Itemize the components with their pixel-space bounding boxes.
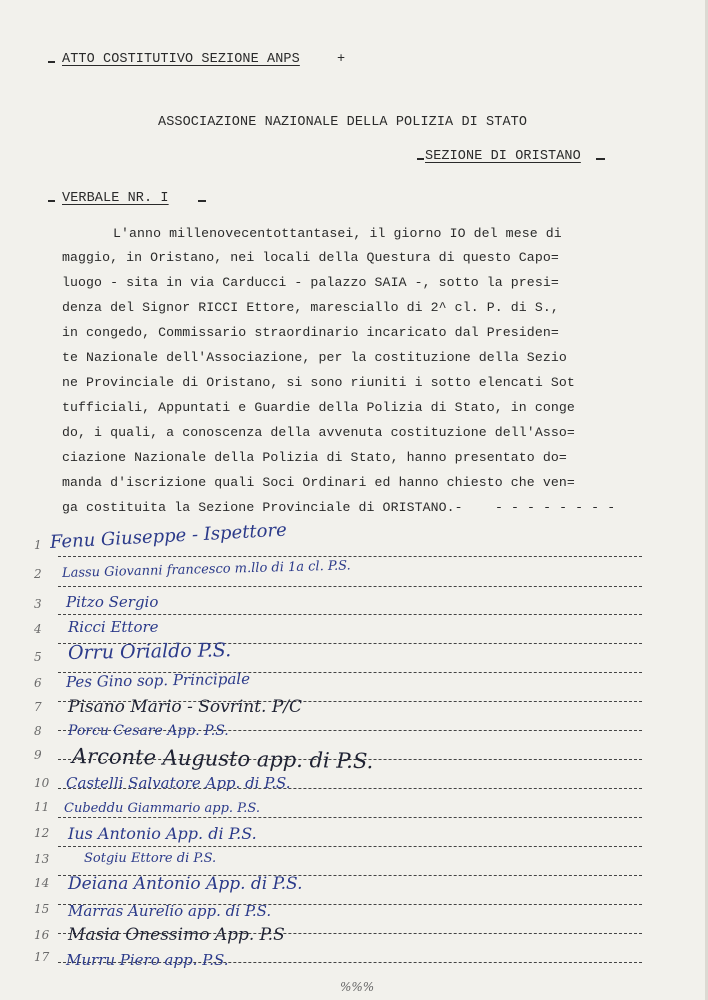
body-line-8: tufficiali, Appuntati e Guardie della Polizia di Stato, in conge <box>62 400 575 415</box>
section-dash-right <box>596 158 605 160</box>
row-number: 16 <box>34 928 50 942</box>
section-dash-left <box>417 158 424 160</box>
row-number: 9 <box>34 748 42 762</box>
body-line-12: ga costituita la Sezione Provinciale di ORISTANO.- <box>62 500 463 515</box>
body-line-10: ciazione Nazionale della Polizia di Stato, hanno presentato do= <box>62 450 567 465</box>
signature: Cubeddu Giammario app. P.S. <box>64 801 260 816</box>
row-number: 8 <box>34 724 42 738</box>
header-plus-mark: + <box>337 52 346 67</box>
initials-mark: %%% <box>340 980 375 994</box>
signature: Lassu Giovanni francesco m.llo di 1a cl. P.S. <box>61 558 351 581</box>
header-dash-left <box>48 61 55 63</box>
signature: Deiana Antonio App. di P.S. <box>68 874 303 894</box>
signature-line <box>58 614 642 615</box>
row-number: 17 <box>34 950 50 964</box>
signature: Arconte Augusto app. di P.S. <box>71 744 374 774</box>
association-name: ASSOCIAZIONE NAZIONALE DELLA POLIZIA DI STATO <box>158 115 528 130</box>
signature: Orru Orialdo P.S. <box>67 639 232 664</box>
row-number: 6 <box>34 676 42 690</box>
signature: Pitzo Sergio <box>66 593 159 611</box>
row-number: 5 <box>34 650 42 664</box>
minutes-label: VERBALE NR. I <box>62 191 169 206</box>
signature-line <box>58 846 642 847</box>
body-line-2: maggio, in Oristano, nei locali della Questura di questo Capo= <box>62 250 559 265</box>
header-title: ATTO COSTITUTIVO SEZIONE ANPS <box>62 52 300 67</box>
body-line-3: luogo - sita in via Carducci - palazzo SAIA -, sotto la presi= <box>62 275 559 290</box>
signature: Pisano Mario - Sovrint. P/C <box>68 697 303 717</box>
section-name: SEZIONE DI ORISTANO <box>425 149 581 164</box>
signature: Sotgiu Ettore di P.S. <box>84 851 217 866</box>
body-line-12-dashes: - - - - - - - - <box>495 500 616 515</box>
body-line-5: in congedo, Commissario straordinario incaricato dal Presiden= <box>62 325 559 340</box>
row-number: 12 <box>34 826 50 840</box>
row-number: 3 <box>34 597 42 611</box>
signature: Porcu Cesare App. P.S. <box>68 723 229 739</box>
row-number: 7 <box>34 700 42 714</box>
signature: Murru Piero app. P.S. <box>66 951 229 969</box>
signature: Marras Aurelio app. di P.S. <box>68 902 272 920</box>
signature: Castelli Salvatore App. di P.S. <box>66 774 291 792</box>
signature: Fenu Giuseppe - Ispettore <box>49 519 288 553</box>
signature-line <box>58 817 642 818</box>
signature: Pes Gino sop. Principale <box>65 669 251 691</box>
row-number: 2 <box>34 567 42 581</box>
signature: Ius Antonio App. di P.S. <box>68 824 257 843</box>
minutes-dash-right <box>198 200 206 202</box>
body-line-7: ne Provinciale di Oristano, si sono riuniti i sotto elencati Sot <box>62 375 575 390</box>
body-line-6: te Nazionale dell'Associazione, per la costituzione della Sezio <box>62 350 567 365</box>
row-number: 14 <box>34 876 50 890</box>
row-number: 11 <box>34 800 50 814</box>
row-number: 15 <box>34 902 50 916</box>
signature-line <box>58 556 642 557</box>
row-number: 1 <box>34 538 42 552</box>
row-number: 4 <box>34 622 42 636</box>
body-line-9: do, i quali, a conoscenza della avvenuta costituzione dell'Asso= <box>62 425 575 440</box>
row-number: 10 <box>34 776 50 790</box>
signature: Masia Onessimo App. P.S <box>68 925 285 945</box>
minutes-dash-left <box>48 200 55 202</box>
body-line-4: denza del Signor RICCI Ettore, maresciallo di 2^ cl. P. di S., <box>62 300 559 315</box>
signature: Ricci Ettore <box>68 618 159 636</box>
body-line-11: manda d'iscrizione quali Soci Ordinari ed hanno chiesto che ven= <box>62 475 575 490</box>
signature-line <box>58 586 642 587</box>
row-number: 13 <box>34 852 50 866</box>
body-line-1: L'anno millenovecentottantasei, il giorno IO del mese di <box>113 226 562 241</box>
